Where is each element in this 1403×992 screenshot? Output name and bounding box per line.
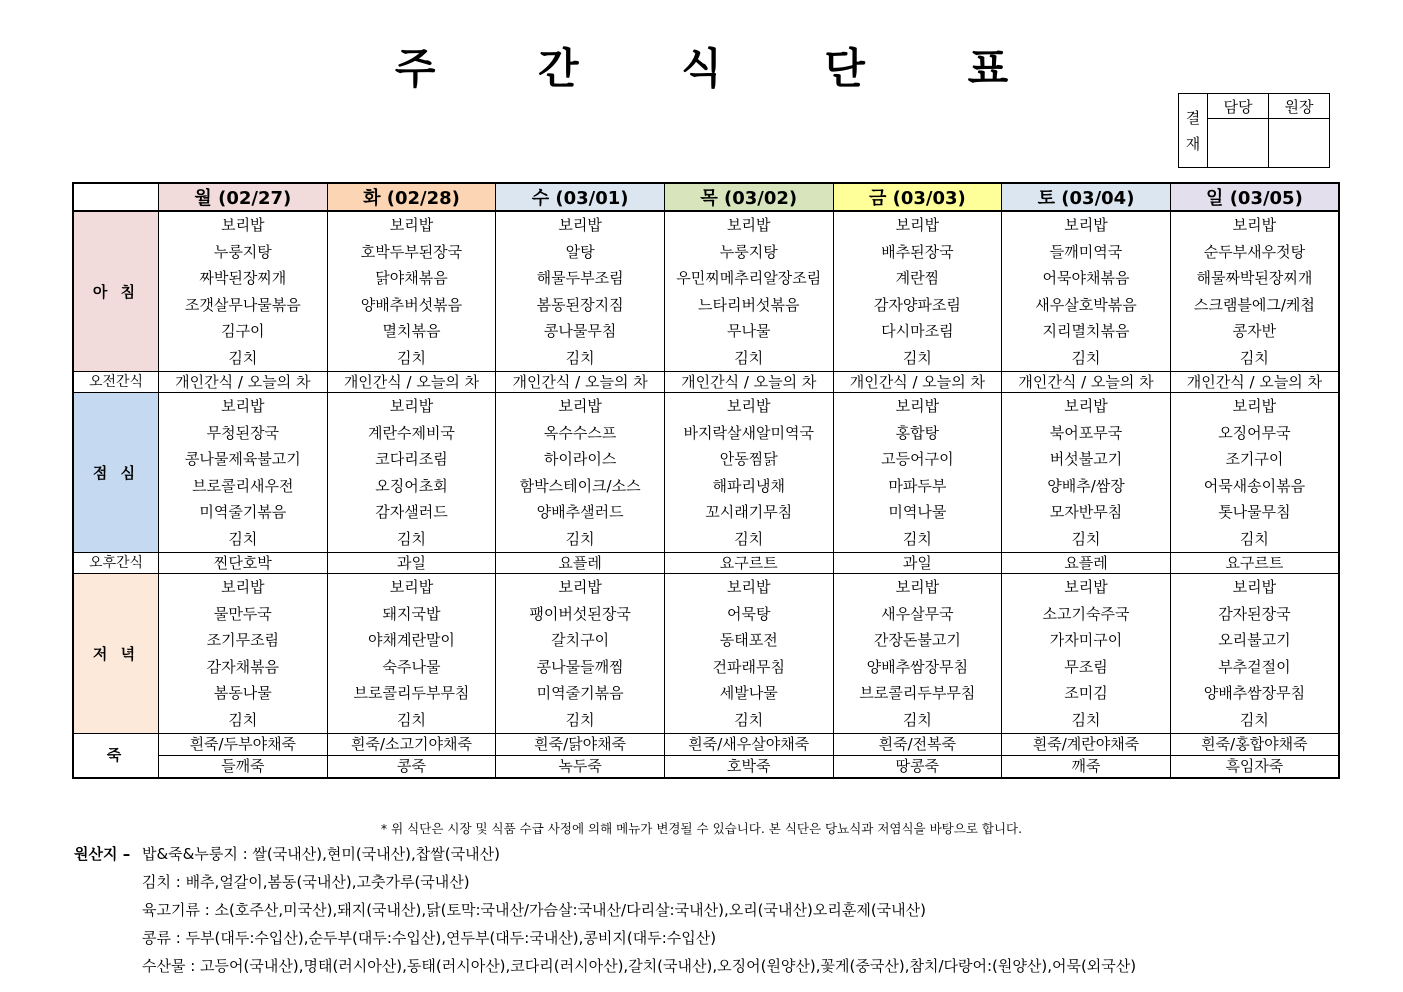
porridge-cell: 들깨죽 [159,756,328,779]
menu-item: 누룽지탕 [719,242,778,261]
porridge-cell: 흰죽/두부야채죽 [159,734,328,756]
snack-cell: 요구르트 [664,553,833,574]
menu-item: 팽이버섯된장국 [529,604,631,623]
menu-item: 배추된장국 [881,242,954,261]
menu-cell [664,574,833,734]
menu-item: 김치 [1071,529,1101,548]
snack-cell: 개인간식 / 오늘의 차 [664,372,833,393]
menu-item: 보리밥 [221,397,265,415]
menu-item: 알탕 [565,242,595,261]
menu-cell [833,574,1002,734]
day-date: (03/02) [724,188,798,209]
menu-item: 콩나물들깨찜 [536,657,624,676]
menu-item: 보리밥 [1064,578,1108,596]
menu-item: 김치 [565,529,595,548]
menu-item: 어묵새송이볶음 [1203,476,1306,495]
menu-item: 무청된장국 [206,423,280,442]
menu-item: 부추겉절이 [1218,657,1291,676]
menu-cell [664,211,833,372]
porridge-cell: 흰죽/전복죽 [833,734,1002,756]
porridge-row [73,756,1339,779]
menu-item: 보리밥 [727,397,771,415]
menu-item: 양배추/쌈장 [1047,476,1125,495]
menu-item: 김치 [396,348,426,367]
menu-item: 닭야채볶음 [375,269,448,287]
menu-item: 브로콜리두부무침 [859,684,976,702]
porridge-cell: 녹두죽 [496,756,665,779]
menu-item: 돼지국밥 [382,604,441,623]
menu-item: 보리밥 [1232,397,1277,415]
origin-info [74,843,1136,983]
day-header [1170,183,1339,211]
menu-item: 김치 [734,529,764,548]
menu-item: 김치 [228,348,258,367]
menu-item: 양배추쌈장무침 [866,657,969,676]
snack-row-afternoon_snack [73,553,1339,574]
day-header-row [73,183,1339,211]
menu-item: 가자미구이 [1049,631,1123,649]
menu-item: 보리밥 [727,216,771,234]
menu-item: 계란수제비국 [367,423,455,442]
menu-item: 지리멸치볶음 [1042,322,1130,340]
menu-item: 야채계란말이 [367,631,455,649]
day-name: 금 [868,188,887,209]
menu-cell [496,574,665,734]
menu-cell [496,211,665,372]
snack-cell: 개인간식 / 오늘의 차 [1002,372,1171,393]
menu-item: 김치 [1239,348,1269,367]
menu-item: 보리밥 [727,578,771,596]
menu-item: 콩나물무침 [543,322,617,340]
menu-item: 오징어무국 [1218,423,1291,442]
menu-item: 김치 [1071,710,1101,729]
snack-cell: 개인간식 / 오늘의 차 [833,372,1002,393]
menu-item: 소고기숙주국 [1042,604,1130,623]
menu-item: 보리밥 [1232,578,1277,596]
menu-item: 느타리버섯볶음 [698,295,800,314]
menu-item: 김치 [902,348,932,367]
menu-item: 짜박된장찌개 [199,269,287,287]
porridge-cell: 흰죽/새우살야채죽 [664,734,833,756]
day-name: 수 [531,188,550,209]
approval-col-staff: 담당 [1208,94,1269,119]
day-header [496,183,665,211]
page-title: 주 간 식 단 표 [394,44,1053,93]
porridge-cell: 깨죽 [1002,756,1171,779]
menu-item: 김치 [396,710,426,729]
porridge-cell: 흑임자죽 [1170,756,1339,779]
day-name: 토 [1037,188,1056,209]
menu-item: 코다리조림 [375,450,448,468]
menu-item: 새우살호박볶음 [1035,295,1137,314]
menu-cell [327,574,496,734]
menu-item: 미역줄기볶음 [199,503,287,521]
menu-item: 해물짜박된장찌개 [1196,269,1313,287]
menu-item: 양배추샐러드 [536,503,624,521]
menu-item: 보리밥 [1232,216,1277,234]
day-header [1002,183,1171,211]
menu-item: 호박두부된장국 [360,242,463,261]
origin-line: 육고기류 : 소(호주산,미국산),돼지(국내산),닭(토막:국내산/가슴살:국내산/다리살:국내산),오리(국내산)오리훈제(국내산) [142,901,926,919]
menu-item: 멸치볶음 [382,322,441,340]
menu-item: 갈치구이 [551,631,610,649]
menu-item: 보리밥 [895,578,940,596]
menu-item: 보리밥 [221,216,265,234]
approval-sign-staff [1208,119,1269,168]
day-date: (03/01) [555,188,629,209]
menu-item: 브로콜리두부무침 [353,684,470,702]
menu-item: 동태포전 [719,631,778,649]
menu-item: 물만두국 [213,604,272,623]
menu-item: 해파리냉채 [712,476,785,495]
day-header [327,183,496,211]
menu-notice: * 위 식단은 시장 및 식품 수급 사정에 의해 메뉴가 변경될 수 있습니다. 본 식단은 당뇨식과 저염식을 바탕으로 합니다. [380,821,1023,836]
snack-row-morning_snack [73,372,1339,393]
menu-item: 봄동된장지짐 [536,295,624,314]
menu-item: 김구이 [221,322,265,340]
menu-cell [833,393,1002,553]
menu-item: 김치 [1071,348,1101,367]
menu-item: 양배추쌈장무침 [1203,684,1306,702]
menu-item: 보리밥 [1064,216,1108,234]
day-date: (03/04) [1061,188,1135,209]
menu-cell [1002,574,1171,734]
menu-item: 보리밥 [558,216,602,234]
menu-item: 숙주나물 [382,657,441,676]
porridge-cell: 흰죽/닭야채죽 [496,734,665,756]
menu-item: 오리불고기 [1218,631,1291,649]
day-header [833,183,1002,211]
menu-item: 보리밥 [389,397,434,415]
porridge-cell: 흰죽/홍합야채죽 [1170,734,1339,756]
menu-cell [496,393,665,553]
menu-item: 들깨미역국 [1049,242,1123,261]
menu-cell [1170,393,1339,553]
snack-cell: 과일 [327,553,496,574]
porridge-cell: 콩죽 [327,756,496,779]
menu-item: 감자샐러드 [375,503,448,521]
approval-col-director: 원장 [1269,94,1330,119]
menu-item: 보리밥 [895,397,940,415]
menu-item: 순두부새우젓탕 [1203,242,1306,261]
menu-cell [833,211,1002,372]
menu-item: 톳나물무침 [1218,503,1291,521]
menu-cell [159,211,328,372]
menu-item: 김치 [1239,710,1269,729]
menu-item: 김치 [734,348,764,367]
menu-item: 세발나물 [719,684,778,702]
meal-label: 죽 [73,734,159,779]
menu-item: 꼬시래기무침 [705,503,793,521]
menu-item: 보리밥 [558,397,602,415]
menu-item: 우민찌메추리알장조림 [676,269,822,287]
menu-item: 북어포무국 [1049,423,1123,442]
menu-item: 김치 [565,710,595,729]
menu-item: 브로콜리새우전 [192,476,294,495]
menu-item: 봄동나물 [213,684,272,702]
snack-cell: 과일 [833,553,1002,574]
day-date: (03/03) [892,188,966,209]
porridge-cell: 땅콩죽 [833,756,1002,779]
menu-item: 감자양파조림 [873,295,961,314]
meal-row-breakfast [73,211,1339,372]
menu-cell [664,393,833,553]
menu-item: 김치 [902,710,932,729]
menu-item: 조미김 [1064,684,1108,702]
corner-cell [73,183,159,211]
menu-item: 모자반무침 [1049,503,1123,521]
meal-label: 아 침 [73,211,159,372]
snack-label: 오후간식 [73,553,159,574]
menu-item: 김치 [565,348,595,367]
menu-item: 김치 [1239,529,1269,548]
day-header [159,183,328,211]
menu-item: 간장돈불고기 [873,631,961,649]
meal-row-dinner [73,574,1339,734]
menu-item: 김치 [396,529,426,548]
menu-item: 어묵탕 [727,604,771,623]
approval-sign-director [1269,119,1330,168]
snack-cell: 요플레 [496,553,665,574]
day-name: 목 [700,188,718,209]
menu-item: 함박스테이크/소스 [519,476,641,495]
approval-label: 결 재 [1179,94,1208,168]
snack-cell: 찐단호박 [159,553,328,574]
origin-line: 수산물 : 고등어(국내산),명태(러시아산),동태(러시아산),코다리(러시아산),갈치(국내산),오징어(원양산),꽃게(중국산),참치/다랑어:(원양산),어묵(외국산) [142,957,1137,975]
meal-row-lunch [73,393,1339,553]
menu-item: 조기구이 [1225,450,1284,468]
snack-label: 오전간식 [73,372,159,393]
snack-cell: 개인간식 / 오늘의 차 [496,372,665,393]
menu-cell [1170,574,1339,734]
menu-item: 김치 [228,710,258,729]
menu-item: 스크램블에그/케첩 [1193,295,1315,314]
snack-cell: 개인간식 / 오늘의 차 [159,372,328,393]
menu-cell [159,574,328,734]
menu-item: 건파래무침 [712,657,785,676]
menu-item: 양배추버섯볶음 [360,295,463,314]
menu-item: 계란찜 [895,269,940,287]
menu-item: 오징어초회 [375,476,448,495]
menu-item: 콩나물제육불고기 [184,450,301,468]
menu-item: 미역줄기볶음 [536,684,624,702]
menu-item: 무조림 [1064,657,1108,676]
menu-item: 안동찜닭 [719,450,778,468]
menu-item: 조갯살무나물볶음 [184,295,301,314]
menu-cell [327,393,496,553]
menu-item: 감자채볶음 [206,657,280,676]
menu-item: 새우살무국 [881,604,954,623]
menu-cell [327,211,496,372]
approval-box [1178,93,1330,168]
menu-item: 해물두부조림 [536,269,624,287]
menu-item: 김치 [228,529,258,548]
meal-label: 저 녁 [73,574,159,734]
menu-item: 어묵야채볶음 [1042,269,1130,287]
menu-item: 조기무조림 [206,631,280,649]
menu-item: 보리밥 [895,216,940,234]
menu-item: 마파두부 [888,476,947,495]
menu-item: 보리밥 [1064,397,1108,415]
porridge-cell: 흰죽/소고기야채죽 [327,734,496,756]
menu-cell [159,393,328,553]
weekly-menu-table [72,182,1340,779]
day-name: 화 [363,188,381,209]
menu-item: 고등어구이 [881,450,954,468]
snack-cell: 요구르트 [1170,553,1339,574]
menu-item: 홍합탕 [895,423,940,442]
menu-item: 보리밥 [558,578,602,596]
menu-item: 보리밥 [221,578,265,596]
menu-item: 버섯불고기 [1049,450,1123,468]
menu-item: 보리밥 [389,216,434,234]
menu-item: 보리밥 [389,578,434,596]
menu-item: 무나물 [727,322,771,340]
menu-item: 하이라이스 [543,450,617,468]
menu-item: 감자된장국 [1218,604,1291,623]
menu-item: 누룽지탕 [213,242,272,261]
origin-line: 밥&죽&누룽지 : 쌀(국내산),현미(국내산),찹쌀(국내산) [142,845,500,863]
porridge-cell: 흰죽/계란야채죽 [1002,734,1171,756]
menu-cell [1170,211,1339,372]
menu-item: 김치 [902,529,932,548]
menu-cell [1002,211,1171,372]
day-date: (02/27) [218,188,292,209]
menu-item: 바지락살새알미역국 [683,423,814,442]
menu-cell [1002,393,1171,553]
menu-item: 콩자반 [1232,322,1277,340]
day-header [664,183,833,211]
meal-label: 점 심 [73,393,159,553]
menu-item: 미역나물 [888,503,947,521]
origin-line: 콩류 : 두부(대두:수입산),순두부(대두:수입산),연두부(대두:국내산),콩비지(대두:수입산) [142,929,717,947]
origin-heading: 원산지 – [74,845,131,863]
snack-cell: 개인간식 / 오늘의 차 [327,372,496,393]
menu-item: 옥수수스프 [543,423,617,442]
day-name: 일 [1206,188,1224,209]
day-name: 월 [194,188,212,209]
porridge-cell: 호박죽 [664,756,833,779]
day-date: (02/28) [386,188,460,209]
snack-cell: 개인간식 / 오늘의 차 [1170,372,1339,393]
snack-cell: 요플레 [1002,553,1171,574]
porridge-row [73,734,1339,756]
day-date: (03/05) [1229,188,1303,209]
menu-item: 김치 [734,710,764,729]
origin-line: 김치 : 배추,얼갈이,봄동(국내산),고춧가루(국내산) [142,873,470,891]
menu-item: 다시마조림 [881,322,954,340]
